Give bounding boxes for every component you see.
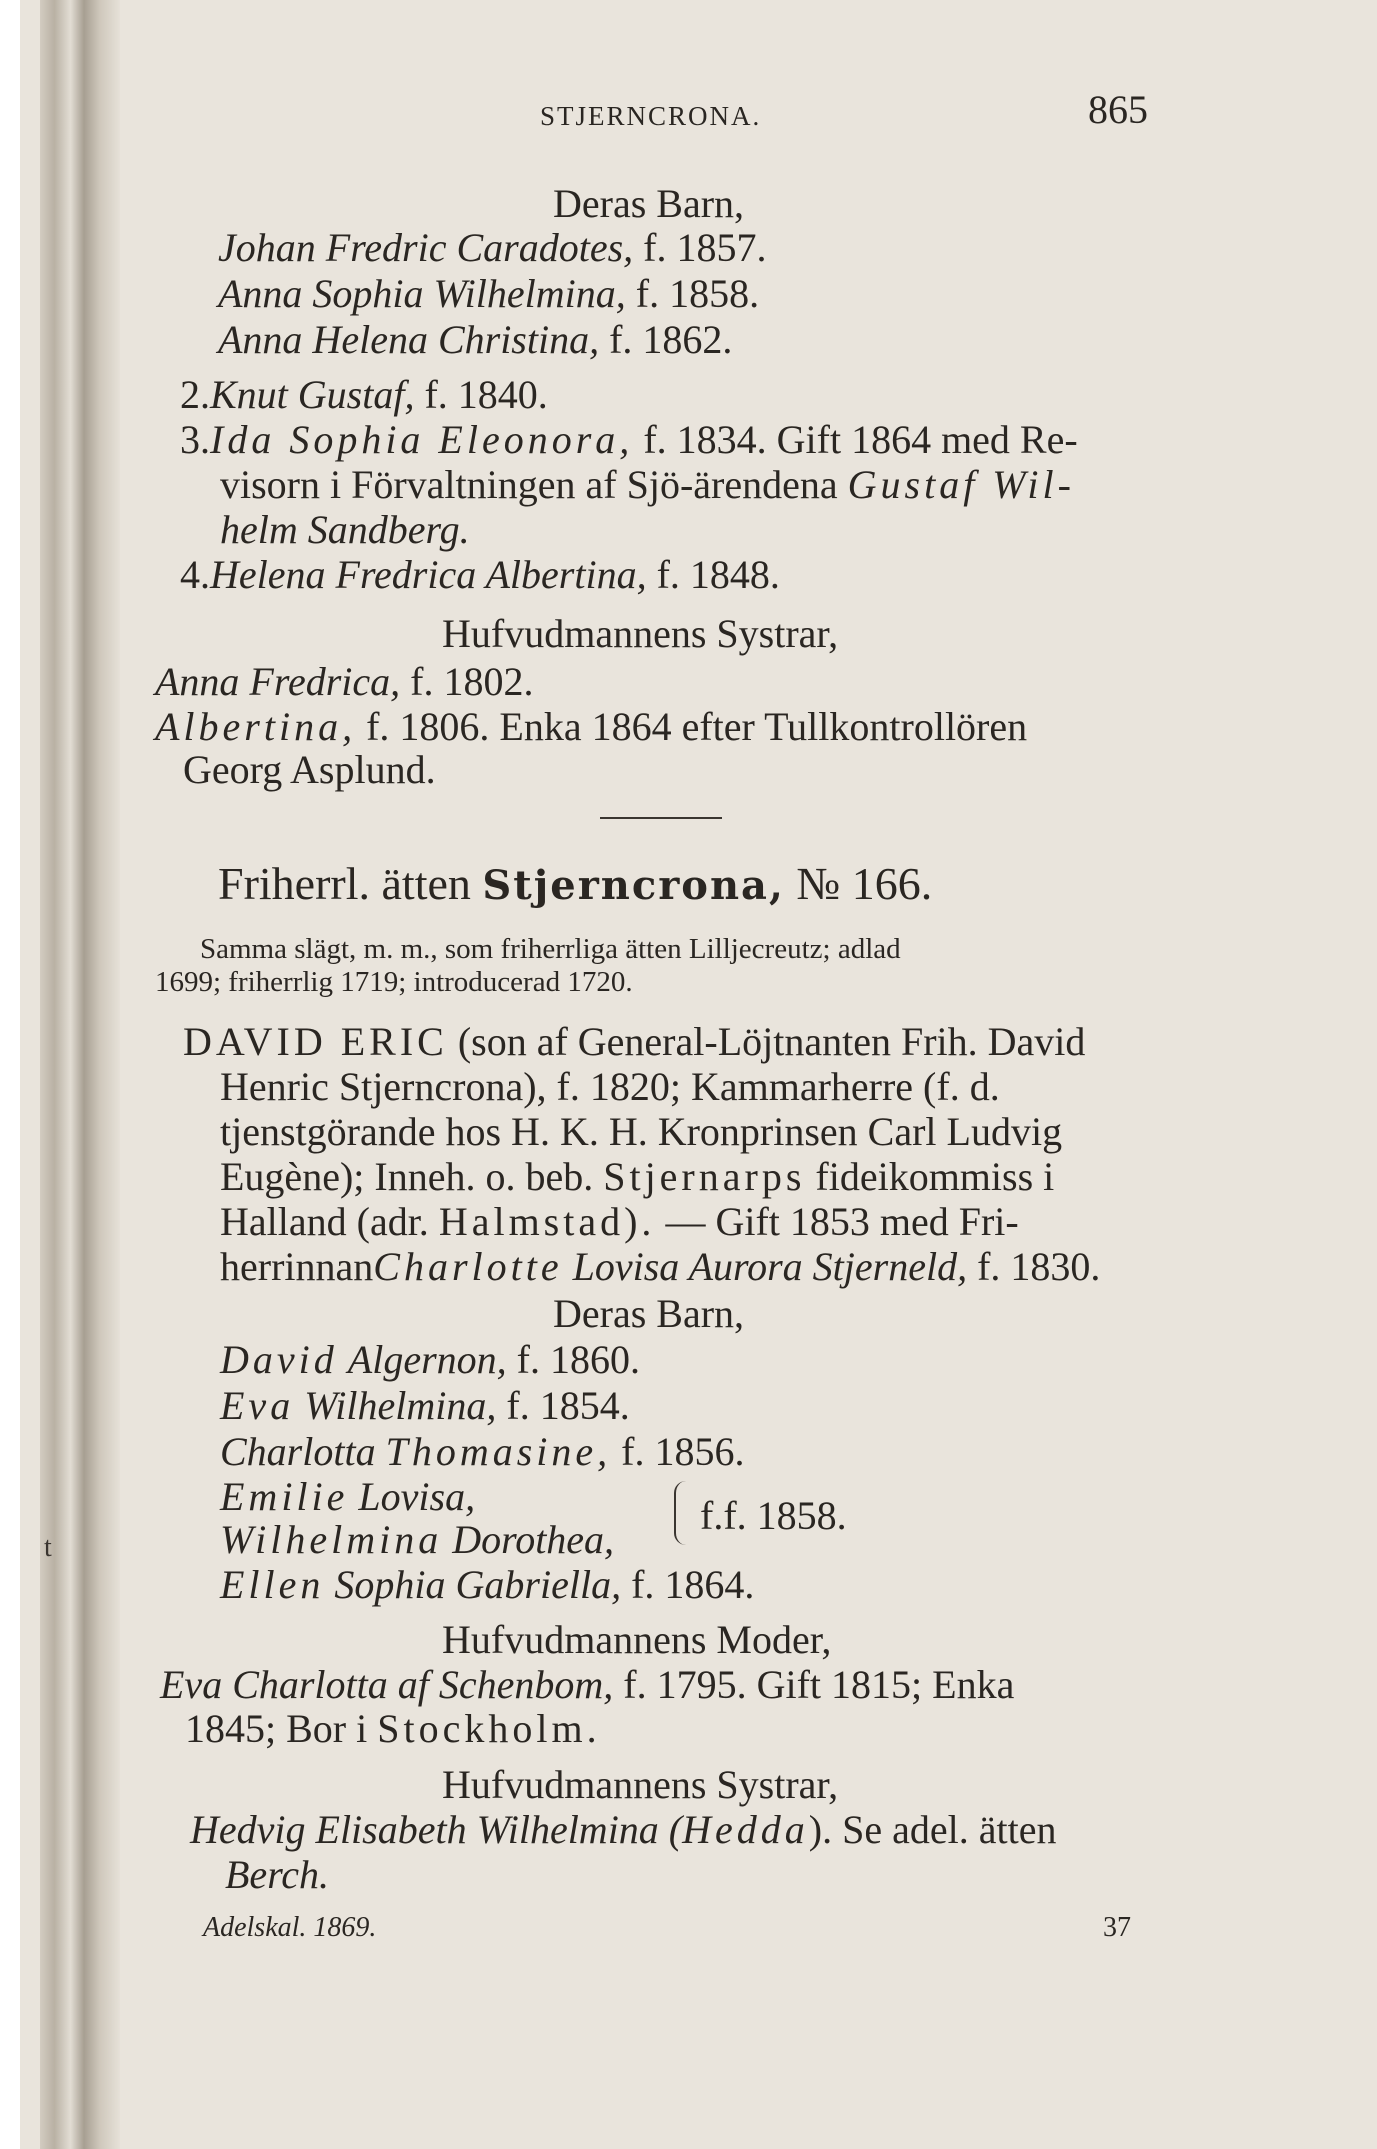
family-number: № 166.	[796, 858, 933, 909]
grandchild-name: Johan Fredric Caradotes,	[218, 225, 634, 270]
residence-name: Stockholm.	[377, 1706, 601, 1751]
sister-details: f. 1806. Enka 1864 efter Tullkontrollören	[366, 704, 1028, 749]
sister-nickname: Hedda	[682, 1807, 809, 1852]
entry-3-line2	[220, 463, 1075, 507]
sister-2	[155, 705, 1027, 749]
child-name: Lovisa,	[358, 1474, 476, 1519]
child-born: f. 1856.	[621, 1429, 745, 1474]
head-details: Halland (adr.	[220, 1199, 429, 1244]
head-details: fideikommiss i	[815, 1154, 1055, 1199]
sister-details: f. 1802.	[410, 659, 534, 704]
twins-brace	[674, 1481, 692, 1545]
margin-mark-t: t	[44, 1532, 52, 1563]
entry-number: 2.	[180, 372, 210, 417]
child-name: Sophia Gabriella,	[334, 1562, 622, 1607]
sisters-heading-1: Hufvudmannens Systrar,	[442, 611, 839, 656]
sister-name: Hedvig Elisabeth Wilhelmina (	[190, 1807, 683, 1852]
entry-3	[180, 418, 1078, 462]
mother-line-2	[185, 1707, 601, 1751]
entry-details: f. 1848.	[656, 552, 780, 597]
head-name: DAVID ERIC	[183, 1019, 448, 1064]
sheet-number: 37	[1103, 1912, 1131, 1943]
entry-number: 3.	[180, 417, 210, 462]
child-name: Dorothea,	[452, 1517, 615, 1562]
children-heading-1: Deras Barn,	[553, 181, 745, 226]
signature-mark: Adelskal. 1869.	[203, 1912, 377, 1943]
running-title: STJERNCRONA.	[540, 101, 762, 131]
grandchild-name: Anna Sophia Wilhelmina,	[218, 271, 626, 316]
head-details: — Gift 1853 med Fri-	[665, 1199, 1019, 1244]
child-last	[220, 1563, 754, 1607]
mother-line-1	[160, 1663, 1014, 1707]
twin-2	[220, 1518, 614, 1562]
family-note-1: Samma slägt, m. m., som friherrliga ätten Lilljecreutz; adlad	[200, 933, 901, 965]
head-line-6	[220, 1245, 1100, 1289]
mother-name: Eva Charlotta af Schenbom,	[160, 1662, 614, 1707]
grandchild-born: f. 1858.	[635, 271, 760, 316]
sisters-heading-2: Hufvudmannens Systrar,	[442, 1762, 839, 1807]
entry-number: 4.	[180, 552, 210, 597]
address-name: Halmstad).	[438, 1199, 656, 1244]
book-gutter	[40, 0, 120, 2149]
mother-details: f. 1795. Gift 1815; Enka	[623, 1662, 1015, 1707]
sister-name: Anna Fredrica,	[155, 659, 401, 704]
entry-name: Helena Fredrica Albertina,	[210, 552, 647, 597]
title-prefix: Friherrl. ätten	[218, 858, 471, 909]
wife-first-name: Charlotte	[373, 1244, 563, 1289]
grandchild-name: Anna Helena Christina,	[218, 317, 600, 362]
head-details: (son af General-Löjtnanten Frih. David	[457, 1019, 1086, 1064]
child-first-name: Wilhelmina	[220, 1517, 443, 1562]
child-name: Algernon,	[347, 1337, 507, 1382]
twin-1	[220, 1475, 475, 1519]
page-number: 865	[1088, 87, 1148, 132]
head-details: Eugène); Inneh. o. beb.	[220, 1154, 594, 1199]
twins-born: f.f. 1858.	[700, 1493, 847, 1538]
child-first-name: Eva	[220, 1383, 295, 1428]
head-line-5	[220, 1200, 1019, 1244]
mother-details: 1845; Bor i	[185, 1706, 368, 1751]
entry-name: Knut Gustaf,	[210, 372, 415, 417]
child-first-name: Ellen	[220, 1562, 325, 1607]
sister-line-2: Berch.	[225, 1852, 330, 1897]
entry-details: f. 1840.	[424, 372, 548, 417]
entry-name: Ida Sophia Eleonora,	[210, 417, 634, 462]
child-first-name: David	[220, 1337, 338, 1382]
child-born: f. 1854.	[506, 1383, 630, 1428]
head-line-1	[183, 1020, 1085, 1064]
spouse-name: Gustaf Wil-	[847, 462, 1075, 507]
sister-name: Albertina,	[155, 704, 357, 749]
entry-2	[180, 373, 548, 417]
mother-heading: Hufvudmannens Moder,	[442, 1617, 832, 1662]
wife-name: Lovisa Aurora Stjerneld,	[572, 1244, 968, 1289]
child-3	[220, 1430, 745, 1474]
head-line-4	[220, 1155, 1054, 1199]
grandchild-born: f. 1862.	[609, 317, 733, 362]
sister-2-cont: Georg Asplund.	[183, 747, 436, 792]
child-2	[220, 1384, 630, 1428]
children-heading-2: Deras Barn,	[553, 1291, 745, 1336]
entry-3-line3: helm Sandberg.	[220, 507, 470, 552]
entry-details: visorn i Förvaltningen af Sjö-ärendena	[220, 462, 838, 507]
grandchild-2	[218, 272, 759, 316]
child-first-name: Charlotta	[220, 1429, 376, 1474]
grandchild-3	[218, 318, 732, 362]
family-title	[218, 858, 932, 912]
child-name: Wilhelmina,	[304, 1383, 497, 1428]
child-name: Thomasine,	[385, 1429, 612, 1474]
child-born: f. 1860.	[516, 1337, 640, 1382]
child-born: f. 1864.	[631, 1562, 755, 1607]
wife-born: f. 1830.	[977, 1244, 1101, 1289]
grandchild-born: f. 1857.	[643, 225, 767, 270]
sister-line-1	[190, 1808, 1056, 1852]
family-name: Stjerncrona,	[482, 862, 785, 909]
sister-1	[155, 660, 533, 704]
sister-details: ). Se adel. ätten	[808, 1807, 1057, 1852]
head-line-2: Henric Stjerncrona), f. 1820; Kammarherre (f. d.	[220, 1064, 1000, 1109]
section-divider	[600, 817, 722, 819]
family-note-2: 1699; friherrlig 1719; introducerad 1720.	[155, 966, 633, 998]
entry-details: f. 1834. Gift 1864 med Re-	[643, 417, 1078, 462]
child-first-name: Emilie	[220, 1474, 349, 1519]
child-1	[220, 1338, 640, 1382]
estate-name: Stjernarps	[603, 1154, 806, 1199]
head-line-3: tjenstgörande hos H. K. H. Kronprinsen Carl Ludvig	[220, 1109, 1063, 1154]
entry-4	[180, 553, 780, 597]
head-details: herrinnan	[220, 1244, 374, 1289]
grandchild-1	[218, 226, 766, 270]
